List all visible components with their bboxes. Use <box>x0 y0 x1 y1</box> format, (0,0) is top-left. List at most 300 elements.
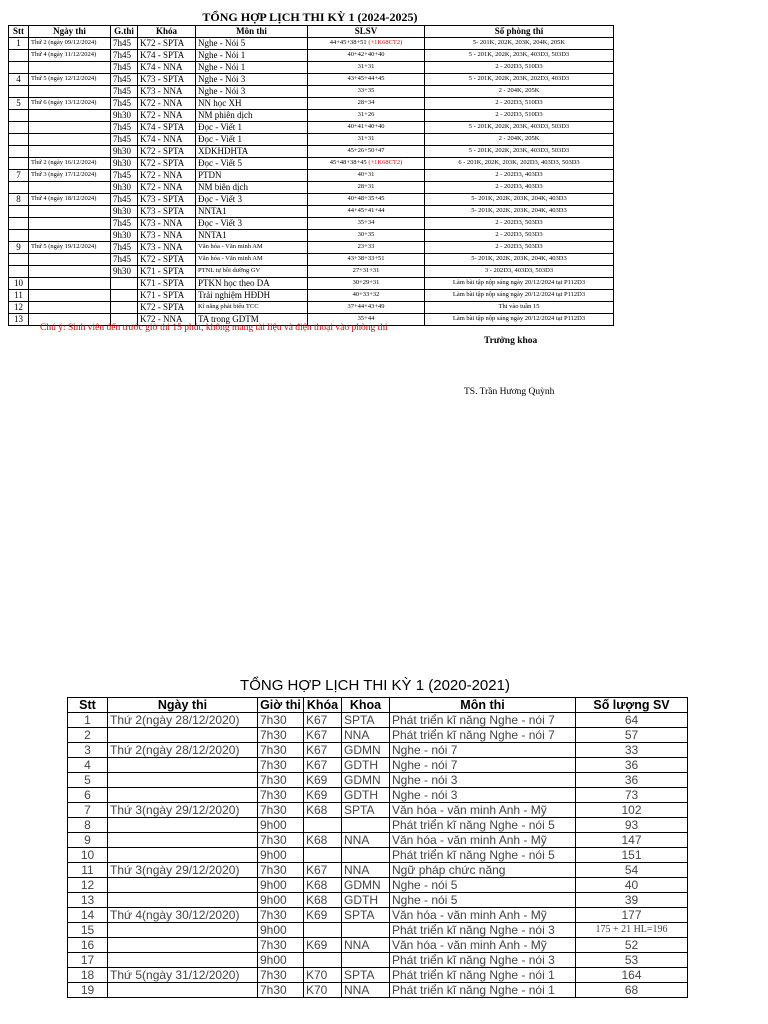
student-count-value: 40+48+35+45 <box>347 195 385 202</box>
exam-time-cell: 7h30 <box>258 863 304 878</box>
student-count-cell: 40 <box>576 878 688 893</box>
signer-title: Trưởng khoa <box>484 336 538 346</box>
student-count-cell: 147 <box>576 833 688 848</box>
subject-cell: Nghe - Nói 1 <box>196 50 308 62</box>
student-count-cell <box>308 74 425 86</box>
exam-date-cell <box>29 182 111 194</box>
student-count-cell <box>308 134 425 146</box>
faculty-cell: NNA <box>342 938 390 953</box>
student-count-cell <box>308 242 425 254</box>
cohort-cell: K67 <box>304 743 342 758</box>
table-row <box>9 110 614 122</box>
cohort-cell: K73 - NNA <box>138 86 196 98</box>
table-row <box>9 302 614 314</box>
exam-date-cell <box>29 266 111 278</box>
student-count-cell <box>308 110 425 122</box>
stt-cell: 5 <box>68 773 108 788</box>
rooms-cell: Thi vào tuần 15 <box>425 302 614 314</box>
student-count-value: 28+34 <box>357 99 375 106</box>
table-row <box>9 242 614 254</box>
exam-time-cell: 7h30 <box>258 938 304 953</box>
cohort-cell: K72 - SPTA <box>138 146 196 158</box>
stt-cell <box>9 86 29 98</box>
exam-date-cell: Thứ 2(ngày 28/12/2020) <box>108 713 258 728</box>
subject-cell: PTKN học theo DA <box>196 278 308 290</box>
col-faculty: Khoa <box>342 698 390 713</box>
stt-cell: 13 <box>68 893 108 908</box>
subject-cell: Văn hóa - văn minh Anh - Mỹ <box>390 938 576 953</box>
rooms-cell: 2 - 202D3, 503D3 <box>425 242 614 254</box>
table-row <box>9 50 614 62</box>
faculty-cell: NNA <box>342 728 390 743</box>
table-row <box>9 158 614 170</box>
exam-date-cell <box>29 218 111 230</box>
stt-cell: 1 <box>68 713 108 728</box>
stt-cell <box>9 62 29 74</box>
rooms-cell: Làm bài tập nộp sáng ngày 20/12/2024 tại P112D3 <box>425 290 614 302</box>
student-count-cell <box>308 302 425 314</box>
cohort-cell: K71 - SPTA <box>138 266 196 278</box>
exam-date-cell <box>29 62 111 74</box>
student-count-cell: 93 <box>576 818 688 833</box>
rooms-cell: 2 - 202D3, 503D3 <box>425 230 614 242</box>
exam-date-cell: Thứ 5 (ngày 12/12/2024) <box>29 74 111 86</box>
stt-cell: 3 <box>68 743 108 758</box>
faculty-cell: NNA <box>342 833 390 848</box>
cohort-cell: K69 <box>304 908 342 923</box>
exam-time-cell: 9h30 <box>111 182 138 194</box>
student-count-value: 45+26+50+47 <box>347 147 385 154</box>
exam-date-cell <box>29 278 111 290</box>
stt-cell: 18 <box>68 968 108 983</box>
stt-cell <box>9 158 29 170</box>
cohort-cell: K73 - NNA <box>138 242 196 254</box>
subject-cell: Nghe - Nói 1 <box>196 62 308 74</box>
table-row <box>68 713 688 728</box>
student-count-cell <box>308 98 425 110</box>
student-count-cell <box>308 254 425 266</box>
subject-cell: Đọc - Viết 3 <box>196 218 308 230</box>
faculty-cell <box>342 923 390 938</box>
cohort-cell <box>304 848 342 863</box>
cohort-cell: K67 <box>304 713 342 728</box>
student-count-cell <box>308 146 425 158</box>
student-count-value: 30+35 <box>357 231 375 238</box>
subject-cell: Trải nghiệm HĐDH <box>196 290 308 302</box>
exam-date-cell: Thứ 5 (ngày 19/12/2024) <box>29 242 111 254</box>
col-cohort: Khóa <box>138 26 196 38</box>
table-row <box>9 86 614 98</box>
stt-cell: 11 <box>9 290 29 302</box>
exam-time-cell: 7h45 <box>111 242 138 254</box>
exam-time-cell: 9h00 <box>258 878 304 893</box>
subject-cell: Phát triển kĩ năng Nghe - nói 3 <box>390 923 576 938</box>
student-count-value: 35+34 <box>357 219 375 226</box>
stt-cell: 1 <box>9 38 29 50</box>
extra-student-note: (+1K68CT2) <box>366 159 403 166</box>
cohort-cell: K71 - SPTA <box>138 278 196 290</box>
exam-time-cell: 7h30 <box>258 728 304 743</box>
rooms-cell: 2 - 204K, 205K <box>425 86 614 98</box>
stt-cell <box>9 110 29 122</box>
rooms-cell: 2 - 202D3, 510D3 <box>425 62 614 74</box>
stt-cell: 11 <box>68 863 108 878</box>
subject-cell: Đọc - Viết 1 <box>196 134 308 146</box>
exam-time-cell: 9h30 <box>111 110 138 122</box>
exam-date-cell <box>108 938 258 953</box>
cohort-cell: K74 - NNA <box>138 62 196 74</box>
subject-cell: Nghe - nói 5 <box>390 893 576 908</box>
student-count-value: 40+31 <box>357 171 375 178</box>
subject-cell: Nghe - Nói 3 <box>196 74 308 86</box>
col-student-count: SLSV <box>308 26 425 38</box>
student-count-value: 31+26 <box>357 111 375 118</box>
subject-cell: Phát triển kĩ năng Nghe - nói 1 <box>390 983 576 998</box>
student-count-cell <box>308 86 425 98</box>
exam-time-cell: 9h00 <box>258 923 304 938</box>
exam-time-cell: 9h30 <box>111 230 138 242</box>
student-count-cell: 102 <box>576 803 688 818</box>
col-cohort: Khóa <box>304 698 342 713</box>
table-row <box>68 773 688 788</box>
subject-cell: Nghe - nói 3 <box>390 788 576 803</box>
table2-title: TỔNG HỢP LỊCH THI KỲ 1 (2020-2021) <box>240 677 510 694</box>
exam-date-cell <box>108 833 258 848</box>
faculty-cell: SPTA <box>342 803 390 818</box>
exam-date-cell <box>29 86 111 98</box>
exam-time-cell: 7h30 <box>258 908 304 923</box>
col-exam-date: Ngày thi <box>108 698 258 713</box>
exam-time-cell: 9h00 <box>258 848 304 863</box>
subject-cell: Văn hóa - văn minh Anh - Mỹ <box>390 803 576 818</box>
faculty-cell: NNA <box>342 863 390 878</box>
exam-time-cell: 7h45 <box>111 122 138 134</box>
subject-cell: Nghe - nói 3 <box>390 773 576 788</box>
student-count-value: 35+44 <box>357 315 375 322</box>
cohort-cell: K69 <box>304 773 342 788</box>
cohort-cell: K68 <box>304 893 342 908</box>
stt-cell: 15 <box>68 923 108 938</box>
exam-date-cell <box>108 893 258 908</box>
exam-time-cell: 7h45 <box>111 98 138 110</box>
subject-cell: TA trong GDTM <box>196 314 308 326</box>
student-count-value: 31+31 <box>357 63 375 70</box>
faculty-cell <box>342 953 390 968</box>
rooms-cell: 2 - 202D3, 403D3 <box>425 170 614 182</box>
stt-cell: 4 <box>68 758 108 773</box>
cohort-cell: K72 - NNA <box>138 182 196 194</box>
stt-cell <box>9 182 29 194</box>
extra-student-note: (+1K68CT2) <box>366 39 403 46</box>
rooms-cell: 2 - 204K, 205K <box>425 134 614 146</box>
cohort-cell: K71 - SPTA <box>138 290 196 302</box>
student-count-value: 43+38+33+51 <box>347 255 385 262</box>
exam-schedule-table-2024 <box>8 25 614 326</box>
stt-cell: 13 <box>9 314 29 326</box>
rooms-cell: 5- 201K, 202K, 203K, 204K, 403D3 <box>425 194 614 206</box>
exam-date-cell <box>108 878 258 893</box>
table-row <box>9 266 614 278</box>
rooms-cell: 5- 201K, 202K, 203K, 204K, 205K <box>425 38 614 50</box>
table-row <box>68 953 688 968</box>
exam-time-cell: 7h45 <box>111 62 138 74</box>
exam-time-cell: 9h00 <box>258 893 304 908</box>
student-count-cell: 33 <box>576 743 688 758</box>
exam-date-cell: Thứ 4 (ngày 11/12/2024) <box>29 50 111 62</box>
table-row <box>9 278 614 290</box>
exam-date-cell <box>29 290 111 302</box>
cohort-cell: K68 <box>304 803 342 818</box>
exam-time-cell: 9h30 <box>111 158 138 170</box>
rooms-cell: 5- 201K, 202K, 203K, 204K, 403D3 <box>425 206 614 218</box>
faculty-cell: GDMN <box>342 743 390 758</box>
student-count-value: 30+29+31 <box>352 279 380 286</box>
exam-date-cell <box>108 758 258 773</box>
table-row <box>68 968 688 983</box>
col-exam-date: Ngày thi <box>29 26 111 38</box>
exam-time-cell <box>111 278 138 290</box>
exam-date-cell: Thứ 3 (ngày 17/12/2024) <box>29 170 111 182</box>
table-row <box>9 62 614 74</box>
subject-cell: Văn hóa - Văn minh AM <box>196 242 308 254</box>
student-count-cell <box>308 266 425 278</box>
col-subject: Môn thi <box>196 26 308 38</box>
student-count-cell <box>308 122 425 134</box>
subject-cell: Phát triển kĩ năng Nghe - nói 5 <box>390 818 576 833</box>
stt-cell <box>9 206 29 218</box>
stt-cell: 7 <box>9 170 29 182</box>
exam-date-cell <box>29 254 111 266</box>
exam-time-cell: 7h30 <box>258 983 304 998</box>
subject-cell: NM phiên dịch <box>196 110 308 122</box>
stt-cell: 4 <box>9 74 29 86</box>
stt-cell <box>9 266 29 278</box>
exam-date-cell <box>108 848 258 863</box>
col-exam-time: Giờ thi <box>258 698 304 713</box>
student-count-cell <box>308 38 425 50</box>
stt-cell: 10 <box>68 848 108 863</box>
cohort-cell: K74 - SPTA <box>138 122 196 134</box>
cohort-cell: K74 - SPTA <box>138 50 196 62</box>
faculty-cell: GDTH <box>342 893 390 908</box>
exam-time-cell <box>111 302 138 314</box>
faculty-cell: GDMN <box>342 773 390 788</box>
student-count-value: 40+41+40+40 <box>347 123 385 130</box>
subject-cell: Kĩ năng phát biểu TCC <box>196 302 308 314</box>
rooms-cell: 5 - 201K, 202K, 203K, 403D3, 503D3 <box>425 146 614 158</box>
table-row <box>68 983 688 998</box>
table-row <box>68 893 688 908</box>
subject-cell: Đọc - Viết 1 <box>196 122 308 134</box>
cohort-cell: K72 - SPTA <box>138 158 196 170</box>
student-count-cell <box>308 206 425 218</box>
table1-header-row <box>9 26 614 38</box>
exam-time-cell: 7h45 <box>111 50 138 62</box>
subject-cell: Phát triển kĩ năng Nghe - nói 5 <box>390 848 576 863</box>
exam-time-cell: 7h45 <box>111 134 138 146</box>
faculty-cell <box>342 818 390 833</box>
table1-title: TỔNG HỢP LỊCH THI KỲ 1 (2024-2025) <box>202 10 418 24</box>
exam-time-cell: 7h30 <box>258 713 304 728</box>
student-count-cell: 36 <box>576 773 688 788</box>
col-stt: Stt <box>9 26 29 38</box>
table-row <box>9 134 614 146</box>
cohort-cell: K74 - NNA <box>138 134 196 146</box>
table-row <box>68 818 688 833</box>
exam-date-cell <box>108 773 258 788</box>
student-count-value: 44+45+38+51 <box>329 39 367 46</box>
stt-cell <box>9 254 29 266</box>
faculty-cell: NNA <box>342 983 390 998</box>
stt-cell: 7 <box>68 803 108 818</box>
student-count-cell <box>308 158 425 170</box>
subject-cell: Đọc - Viết 5 <box>196 158 308 170</box>
table-row <box>9 182 614 194</box>
table-row <box>9 170 614 182</box>
cohort-cell: K72 - NNA <box>138 314 196 326</box>
exam-time-cell: 7h45 <box>111 86 138 98</box>
stt-cell: 8 <box>9 194 29 206</box>
stt-cell <box>9 122 29 134</box>
cohort-cell <box>304 923 342 938</box>
stt-cell: 12 <box>9 302 29 314</box>
student-count-value: 45+48+38+45 <box>329 159 367 166</box>
stt-cell: 2 <box>68 728 108 743</box>
exam-date-cell <box>29 230 111 242</box>
student-count-cell: 54 <box>576 863 688 878</box>
student-count-cell: 68 <box>576 983 688 998</box>
subject-cell: Phát triển kĩ năng Nghe - nói 1 <box>390 968 576 983</box>
stt-cell <box>9 218 29 230</box>
exam-time-cell: 7h45 <box>111 74 138 86</box>
student-count-value: 44+45+41+44 <box>347 207 385 214</box>
stt-cell <box>9 50 29 62</box>
faculty-cell: SPTA <box>342 908 390 923</box>
rooms-cell: Làm bài tập nộp sáng ngày 20/12/2024 tại P112D3 <box>425 314 614 326</box>
table-row <box>68 728 688 743</box>
rooms-cell: 2 - 202D3, 503D3 <box>425 218 614 230</box>
table-row <box>9 38 614 50</box>
exam-time-cell: 9h00 <box>258 818 304 833</box>
exam-date-cell: Thứ 2 (ngày 16/12/2024) <box>29 158 111 170</box>
subject-cell: Ngữ pháp chức năng <box>390 863 576 878</box>
cohort-cell: K72 - SPTA <box>138 38 196 50</box>
student-count-cell: 36 <box>576 758 688 773</box>
exam-schedule-table-2020 <box>67 697 688 998</box>
subject-cell: NNTA1 <box>196 230 308 242</box>
stt-cell: 10 <box>9 278 29 290</box>
faculty-cell: SPTA <box>342 968 390 983</box>
subject-cell: XDKHDHTA <box>196 146 308 158</box>
subject-cell: Nghe - Nói 5 <box>196 38 308 50</box>
cohort-cell: K73 - NNA <box>138 230 196 242</box>
student-count-cell: 53 <box>576 953 688 968</box>
table-row <box>9 74 614 86</box>
exam-date-cell <box>108 728 258 743</box>
student-count-cell <box>308 182 425 194</box>
student-count-value: 40+42+40+40 <box>347 51 385 58</box>
student-count-cell: 175 + 21 HL=196 <box>576 923 688 938</box>
subject-cell: NN học XH <box>196 98 308 110</box>
rooms-cell: 5 - 201K, 202K, 203K, 202D3, 403D3 <box>425 74 614 86</box>
stt-cell <box>9 134 29 146</box>
table-row <box>9 218 614 230</box>
subject-cell: NNTA1 <box>196 206 308 218</box>
student-count-cell <box>308 194 425 206</box>
student-count-cell: 151 <box>576 848 688 863</box>
subject-cell: NM biên dịch <box>196 182 308 194</box>
subject-cell: Phát triển kĩ năng Nghe - nói 7 <box>390 728 576 743</box>
exam-time-cell: 7h45 <box>111 194 138 206</box>
cohort-cell: K67 <box>304 758 342 773</box>
stt-cell <box>9 230 29 242</box>
table-row <box>9 206 614 218</box>
student-count-value: 33+35 <box>357 87 375 94</box>
subject-cell: Phát triển kĩ năng Nghe - nói 3 <box>390 953 576 968</box>
student-count-value: 28+31 <box>357 183 375 190</box>
stt-cell: 9 <box>9 242 29 254</box>
cohort-cell: K69 <box>304 788 342 803</box>
faculty-cell: GDTH <box>342 758 390 773</box>
table-row <box>9 290 614 302</box>
rooms-cell: 2 - 202D3, 510D3 <box>425 110 614 122</box>
subject-cell: PTNL tự bồi dưỡng GV <box>196 266 308 278</box>
exam-time-cell: 7h45 <box>111 254 138 266</box>
student-count-cell: 73 <box>576 788 688 803</box>
exam-time-cell: 7h30 <box>258 833 304 848</box>
table-row <box>68 803 688 818</box>
table-row <box>68 878 688 893</box>
col-subject: Môn thi <box>390 698 576 713</box>
cohort-cell: K67 <box>304 863 342 878</box>
student-count-value: 43+45+44+45 <box>347 75 385 82</box>
exam-time-cell: 7h30 <box>258 968 304 983</box>
faculty-cell: GDTH <box>342 788 390 803</box>
subject-cell: Nghe - nói 7 <box>390 743 576 758</box>
stt-cell: 14 <box>68 908 108 923</box>
stt-cell: 9 <box>68 833 108 848</box>
student-count-cell: 57 <box>576 728 688 743</box>
rooms-cell: 5 - 201K, 202K, 203K, 403D3, 503D3 <box>425 50 614 62</box>
table-row <box>68 863 688 878</box>
student-count-cell <box>308 290 425 302</box>
cohort-cell: K73 - SPTA <box>138 194 196 206</box>
stt-cell <box>9 146 29 158</box>
exam-date-cell: Thứ 5(ngày 31/12/2020) <box>108 968 258 983</box>
rooms-cell: 3 - 202D3, 403D3, 503D3 <box>425 266 614 278</box>
col-rooms: Số phòng thi <box>425 26 614 38</box>
table-row <box>9 194 614 206</box>
exam-date-cell <box>108 983 258 998</box>
student-count-cell <box>308 230 425 242</box>
table-row <box>68 743 688 758</box>
table-row <box>68 908 688 923</box>
student-count-cell: 64 <box>576 713 688 728</box>
cohort-cell: K72 - NNA <box>138 98 196 110</box>
exam-date-cell <box>29 134 111 146</box>
col-student-count: Số lượng SV <box>576 698 688 713</box>
student-count-cell <box>308 218 425 230</box>
exam-time-cell: 7h30 <box>258 743 304 758</box>
exam-time-cell: 9h30 <box>111 146 138 158</box>
cohort-cell: K73 - SPTA <box>138 74 196 86</box>
exam-time-cell: 7h45 <box>111 218 138 230</box>
table-row <box>68 938 688 953</box>
exam-date-cell <box>108 788 258 803</box>
exam-time-cell: 7h45 <box>111 38 138 50</box>
exam-date-cell <box>108 923 258 938</box>
student-count-cell: 39 <box>576 893 688 908</box>
